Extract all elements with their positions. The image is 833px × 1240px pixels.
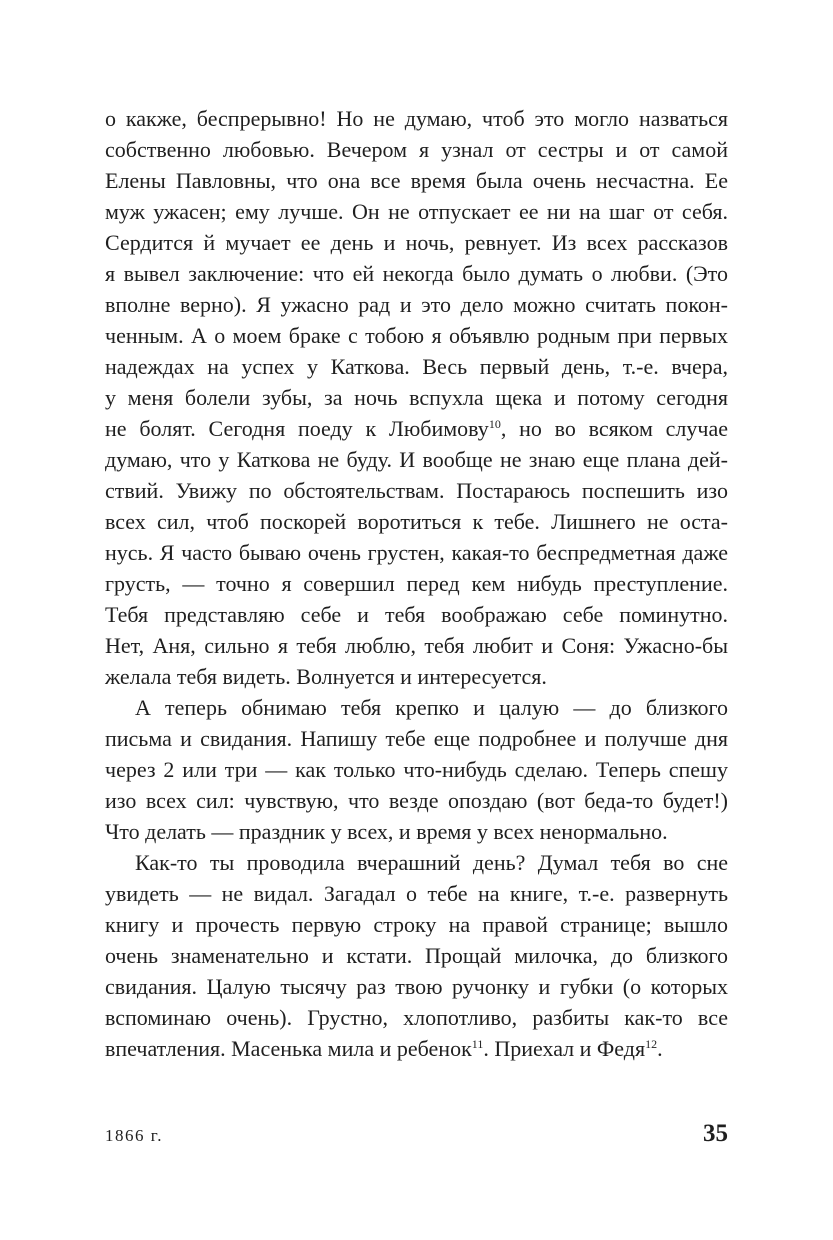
text-line: Елены Павловны, что она все время была очень несчастна. Ее	[105, 168, 728, 193]
text-line: грусть, — точно я совершил перед кем нибудь преступление.	[105, 571, 728, 596]
text-line: надеждах на успех у Каткова. Весь первый день, т.-е. вчера,	[105, 354, 728, 379]
text-line: желала тебя видеть. Волнуется и интересуется.	[105, 664, 547, 689]
text-line: о какже, беспрерывно! Но не думаю, чтоб это могло назваться	[105, 106, 728, 131]
text-line: книгу и прочесть первую строку на правой странице; вышло	[105, 912, 728, 937]
text-line: увидеть — не видал. Загадал о тебе на книге, т.-е. развернуть	[105, 881, 728, 906]
footnote-ref: 12	[645, 1037, 658, 1051]
body-text	[105, 103, 728, 1064]
footnote-ref: 10	[488, 417, 501, 431]
paragraph	[105, 847, 728, 1064]
text-line: Как-то ты проводила вчерашний день? Думал тебя во сне	[135, 850, 728, 875]
text-line: очень знаменательно и кстати. Прощай милочка, до близкого	[105, 943, 728, 968]
text-line: письма и свидания. Напишу тебе еще подробнее и получше дня	[105, 726, 728, 751]
text-line: нусь. Я часто бываю очень грустен, какая-то беспредметная даже	[105, 540, 728, 565]
text-line: А теперь обнимаю тебя крепко и цалую — до близкого	[135, 695, 728, 720]
text-line: думаю, что у Каткова не буду. И вообще не знаю еще плана дей-	[105, 447, 728, 472]
text-line: свидания. Цалую тысячу раз твою ручонку и губки (о которых	[105, 974, 728, 999]
text-line: я вывел заключение: что ей некогда было думать о любви. (Это	[105, 261, 728, 286]
text-line: Сердится й мучает ее день и ночь, ревнует. Из всех рассказов	[105, 230, 728, 255]
footnote-ref: 11	[471, 1037, 484, 1051]
text-line: вполне верно). Я ужасно рад и это дело можно считать покон-	[105, 292, 728, 317]
text-line: муж ужасен; ему лучше. Он не отпускает ее ни на шаг от себя.	[105, 199, 728, 224]
text-line: через 2 или три — как только что-нибудь сделаю. Теперь спешу	[105, 757, 728, 782]
text-line: не болят. Сегодня поеду к Любимову$^{10}$, но во всяком случае	[105, 416, 728, 441]
text-line: собственно любовью. Вечером я узнал от сестры и от самой	[105, 137, 728, 162]
text-line: ченным. А о моем браке с тобою я объявлю родным при первых	[105, 323, 728, 348]
page-number: 35	[703, 1120, 728, 1147]
page-footer	[105, 1120, 728, 1148]
text-line: ствий. Увижу по обстоятельствам. Постараюсь поспешить изо	[105, 478, 728, 503]
paragraph	[105, 103, 728, 692]
text-line: Нет, Аня, сильно я тебя люблю, тебя любит и Соня: Ужасно-бы	[105, 633, 728, 658]
text-line: Тебя представляю себе и тебя воображаю себе поминутно.	[105, 602, 728, 627]
text-line: изо всех сил: чувствую, что везде опоздаю (вот беда-то будет!)	[105, 788, 728, 813]
text-line: у меня болели зубы, за ночь вспухла щека и потому сегодня	[105, 385, 728, 410]
text-line: вспоминаю очень). Грустно, хлопотливо, разбиты как-то все	[105, 1005, 728, 1030]
text-line: всех сил, чтоб поскорей воротиться к тебе. Лишнего не оста-	[105, 509, 728, 534]
paragraph	[105, 692, 728, 847]
text-line: впечатления. Масенька мила и ребенок$^{11}$. Приехал и Федя$^{12}$.	[105, 1036, 663, 1061]
text-line: Что делать — праздник у всех, и время у всех ненормально.	[105, 819, 668, 844]
year-label: 1866 г.	[105, 1126, 164, 1145]
